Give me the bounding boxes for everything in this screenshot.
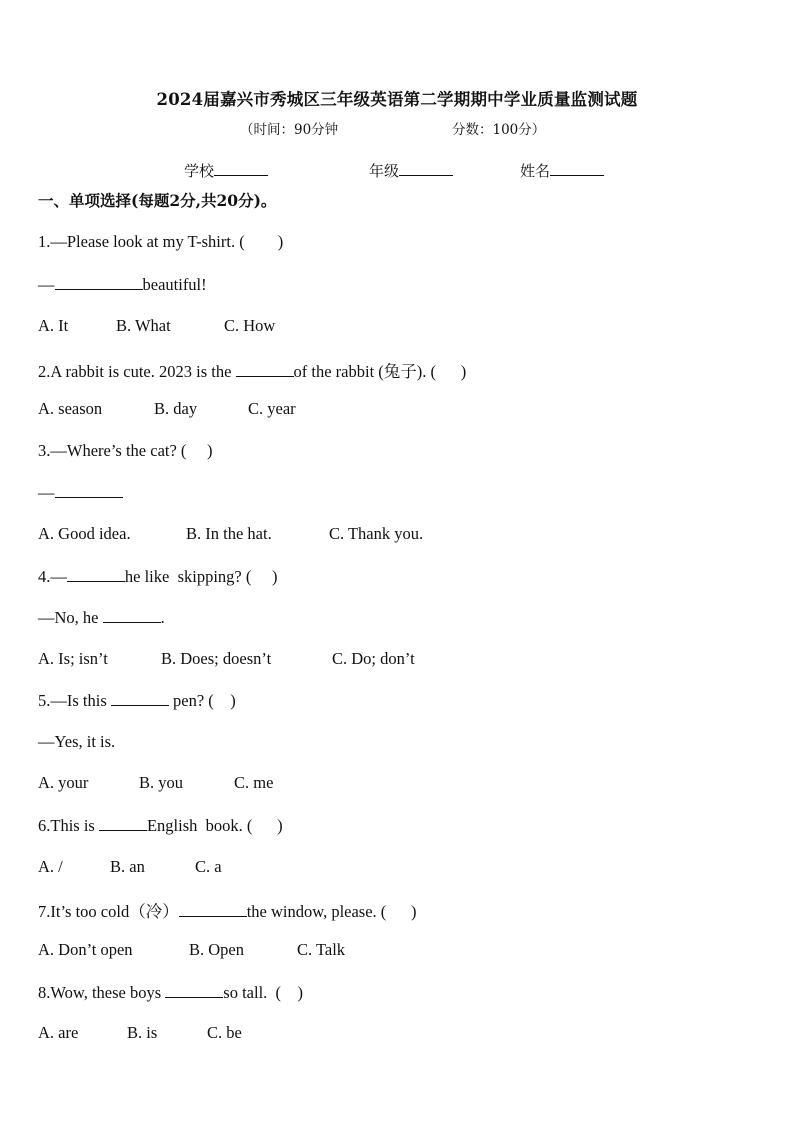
option-b: B. In the hat. [186, 524, 272, 543]
question-1-response [38, 274, 207, 295]
school-label: 学校 [184, 162, 215, 180]
question-1-stem [38, 232, 283, 252]
question-text: of the rabbit (兔子). ( ) [293, 362, 467, 381]
grade-blank [399, 161, 453, 176]
answer-blank [55, 482, 123, 498]
question-number: 1. [38, 232, 51, 251]
question-text: beautiful! [142, 275, 207, 294]
question-3-stem [38, 441, 213, 461]
question-number: 3. [38, 441, 51, 460]
section-title: 一、单项选择(每题2分,共20分)。 [38, 191, 277, 210]
question-text: . [160, 608, 165, 627]
option-c: C. Thank you. [329, 524, 424, 543]
option-b: B. is [127, 1023, 158, 1042]
question-text: English book. ( ) [146, 816, 283, 835]
question-number: 2. [38, 362, 51, 381]
option-a: A. Is; isn’t [38, 649, 108, 668]
answer-blank [236, 361, 294, 377]
option-c: C. year [248, 399, 296, 418]
question-6-options [38, 857, 222, 877]
question-6-stem [38, 815, 283, 836]
question-8-options [38, 1023, 242, 1043]
option-b: B. day [154, 399, 198, 418]
option-c: C. me [234, 773, 274, 792]
school-blank [214, 161, 268, 176]
question-7-options [38, 940, 345, 960]
question-2-stem [38, 358, 466, 382]
dash: — [38, 275, 55, 294]
question-2-options [38, 399, 296, 419]
question-number: 7. [38, 902, 51, 921]
question-number: 5. [38, 691, 51, 710]
grade-field [369, 160, 453, 181]
option-c: C. a [195, 857, 222, 876]
question-text: This is [50, 816, 99, 835]
question-7-stem [38, 898, 417, 922]
name-field [520, 160, 604, 181]
option-a: A. season [38, 399, 103, 418]
option-b: B. you [139, 773, 184, 792]
question-text: —Is this [50, 691, 111, 710]
answer-blank [103, 607, 161, 623]
name-blank [550, 161, 604, 176]
exam-time: （时间：90分钟 [240, 122, 339, 138]
question-number: 8. [38, 983, 51, 1002]
answer-blank [55, 274, 143, 290]
answer-blank [179, 901, 247, 917]
option-b: B. Does; doesn’t [161, 649, 272, 668]
question-5-options [38, 773, 273, 793]
grade-label: 年级 [369, 162, 400, 180]
option-a: A. Good idea. [38, 524, 131, 543]
answer-blank [99, 815, 147, 831]
question-text: —Please look at my T-shirt. ( ) [50, 232, 284, 251]
question-text: Wow, these boys [50, 983, 166, 1002]
option-a: A. your [38, 773, 89, 792]
question-number: 4. [38, 567, 51, 586]
question-text: so tall. ( ) [223, 983, 304, 1002]
question-text: pen? ( ) [168, 691, 236, 710]
question-text: A rabbit is cute. 2023 is the [50, 362, 236, 381]
question-4-options [38, 649, 415, 669]
question-5-response: —Yes, it is. [38, 732, 116, 751]
option-b: B. What [116, 316, 171, 335]
option-a: A. / [38, 857, 63, 876]
option-a: A. are [38, 1023, 79, 1042]
option-c: C. Do; don’t [332, 649, 415, 668]
dash: — [50, 567, 67, 586]
question-8-stem [38, 982, 303, 1003]
question-4-response [38, 607, 165, 628]
question-text: he like skipping? ( ) [124, 567, 278, 586]
option-c: C. How [224, 316, 276, 335]
question-text: the window, please. ( ) [246, 902, 417, 921]
question-text: —Where’s the cat? ( ) [50, 441, 213, 460]
school-field [184, 160, 268, 181]
option-a: A. Don’t open [38, 940, 133, 959]
question-text: —No, he [38, 608, 103, 627]
answer-blank [111, 690, 169, 706]
option-a: A. It [38, 316, 69, 335]
question-4-stem [38, 566, 277, 587]
answer-blank [165, 982, 223, 998]
option-c: C. Talk [297, 940, 346, 959]
exam-score: 分数：100分） [452, 122, 546, 138]
option-b: B. Open [189, 940, 244, 959]
option-c: C. be [207, 1023, 242, 1042]
question-1-options [38, 316, 275, 336]
dash: — [38, 483, 55, 502]
question-text: It’s too cold（冷） [50, 902, 179, 921]
page-title: 2024届嘉兴市秀城区三年级英语第二学期期中学业质量监测试题 [156, 90, 638, 109]
question-number: 6. [38, 816, 51, 835]
name-label: 姓名 [520, 162, 551, 180]
question-3-response [38, 482, 123, 503]
question-3-options [38, 524, 423, 544]
answer-blank [67, 566, 125, 582]
option-b: B. an [110, 857, 145, 876]
question-5-stem [38, 690, 236, 711]
